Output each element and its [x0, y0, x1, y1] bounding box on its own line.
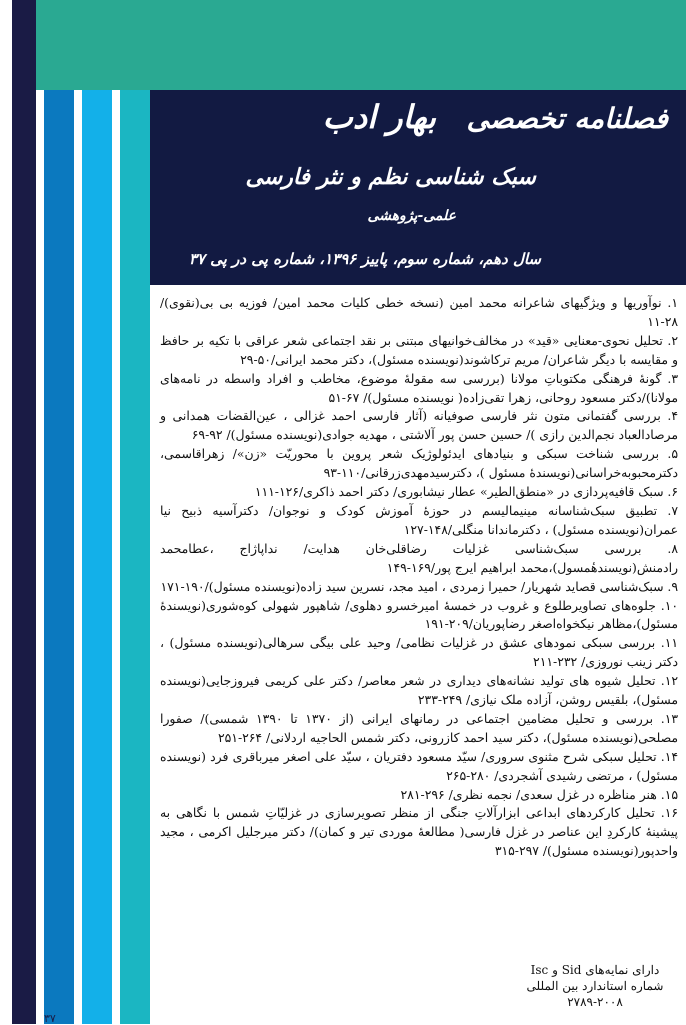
- journal-category: علمی-پژوهشی: [367, 208, 456, 224]
- issn-number: ۲۷۸۹-۲۰۰۸: [567, 995, 623, 1009]
- toc-item: ۳. گونهٔ فرهنگی مکتوباتِ مولانا (بررسی سه مقولهٔ موضوع، مخاطب و افراد واسطه در نامه‌های مولانا)/دکتر مسعود روحانی، زهرا تقی‌زاده( نویسنده مسئول)/ ۶۷-۵۱: [160, 370, 678, 405]
- toc-item: ۱۰. جلوه‌های تصاویرطلوع و غروب در خمسهٔ امیرخسرو دهلوی/ شاهپور شهولی کوه‌شوری(نویسندهٔ مسئول)،مظاهر نیکخواه‌اصغر رضاپوریان/۲۰۹-۱۹۱: [160, 597, 678, 632]
- issn-label: شماره استاندارد بین المللی: [526, 979, 664, 993]
- toc-item: ۲. تحلیل نحوی-معنایی «قید» در مخالف‌خوانیهای مبتنی بر نقد اجتماعی شعر عراقی با تکیه بر حافظ و مقایسه با دیگر شاعران/ مریم ترکاشوند(نویسنده مسئول)، دکتر محمد ایرانی/۵۰-۲۹: [160, 332, 678, 367]
- teal-stripe: [120, 0, 150, 1024]
- toc-item: ۱۵. هنر مناظره در غزل سعدی/ نجمه نظری/ ۲۹۶-۲۸۱: [400, 786, 678, 802]
- cyan-stripe: [82, 0, 112, 1024]
- toc-item: ۱۴. تحلیل سبکی شرح مثنوی سروری/ سیّد مسعود دفتریان ، سیّد علی اصغر میرباقری فرد (نویسنده مسئول) ، مرتضی رشیدی آشجردی/ ۲۸۰-۲۶۵: [160, 748, 678, 783]
- toc-item: ۱۱. بررسی سبکی نمودهای عشق در غزلیات نظامی/ وحید علی بیگی سرهالی(نویسنده مسئول) ، دکتر زینب نوروزی/ ۲۳۲-۲۱۱: [160, 635, 678, 670]
- issue-info: سال دهم، شماره سوم، پاییز ۱۳۹۶، شماره پی در پی ۳۷: [188, 250, 541, 268]
- toc-item: ۵. بررسی شناخت سبکی و بنیادهای ایدئولوژیک شعر پروین با محوریّت «زن»/ زهراقاسمی، دکترمحبوبه‌خراسانی(نویسندهٔ مسئول )، دکترسیدمهدی‌زرقانی/۱۱۰-۹۳: [160, 446, 678, 481]
- toc-item: ۱۳. بررسی و تحلیل مضامین اجتماعی در رمانهای ایرانی (از ۱۳۷۰ تا ۱۳۹۰ شمسی)/ صفورا مصلحی(نویسنده مسئول)، دکتر سید احمد کازرونی، دکتر شمس الحاجیه اردلانی/ ۲۶۴-۲۵۱: [160, 710, 678, 745]
- table-of-contents: [160, 294, 678, 861]
- toc-item: ۹. سبک‌شناسی قصاید شهریار/ حمیرا زمردی ، امید مجد، نسرین سید زاده(نویسنده مسئول)/۱۹۰-۱۷۱: [160, 578, 678, 594]
- page-number: ۳۷: [44, 1012, 56, 1025]
- toc-item: ۱۶. تحلیل کارکردهای ابداعی ابزارآلاتِ جنگی از منظر تصویرسازی در غزلیّاتِ شمس با نگاهی به پیشینهٔ کارکردِ این عناصر در غزل فارسی( مطالعهٔ موردی تیر و کمان)/ دکتر میرجلیل اکرمی ، مجید واحدپور(نویسنده مسئول)/ ۲۹۷-۳۱۵: [160, 805, 678, 859]
- journal-header: [150, 90, 686, 285]
- toc-item: ۴. بررسی گفتمانی متون نثر فارسی صوفیانه (آثار فارسی احمد غزالی ، عین‌القضات همدانی و مرصادالعباد نجم‌الدین رازی )/ حسین حسن پور آلاشتی ، مهدیه جوادی(نویسنده مسئول)/ ۹۲-۶۹: [160, 408, 678, 443]
- toc-item: ۱. نوآوریها و ویژگیهای شاعرانه محمد امین (نسخه خطی کلیات محمد امین/ فوزیه بی بی(نقوی)/۲۸-۱۱: [160, 295, 678, 329]
- navy-stripe: [12, 0, 36, 1024]
- top-color-band: [36, 0, 686, 90]
- toc-item: ۱۲. تحلیل شیوه های تولید نشانه‌های دیداری در شعر معاصر/ دکتر علی کریمی فیروزجایی(نویسنده مسئول)، بلقیس روشن، آزاده ملک نیازی/ ۲۴۹-۲۳۳: [160, 673, 678, 708]
- toc-item: ۸. بررسی سبک‌شناسی غزلیات رضاقلی‌خان هدایت/ نداپاژاج ،عطامحمد رادمنش(نویسندهٔمسول)،محمد ابراهیم ایرج پور/۱۶۹-۱۴۹: [160, 540, 678, 575]
- index-info: [520, 962, 670, 1010]
- journal-type: فصلنامه تخصصی: [466, 102, 668, 135]
- toc-item: ۷. تطبیق سبک‌شناسانه مینیمالیسم در حوزهٔ آموزش کودک و نوجوان/ دکترآسیه ذبیح نیا عمران(نویسنده مسئول) ، دکترماندانا منگلی/۱۴۸-۱۲۷: [160, 502, 678, 537]
- journal-subtitle: سبک شناسی نظم و نثر فارسی: [245, 164, 536, 190]
- toc-item: ۶. سبک قافیه‌پردازی در «منطق‌الطیر» عطار نیشابوری/ دکتر احمد ذاکری/۱۲۶-۱۱۱: [254, 484, 678, 500]
- blue-stripe: [44, 0, 74, 1024]
- journal-name: بهار ادب: [322, 98, 436, 136]
- index-line: دارای نمایه‌های Sid و Isc: [530, 963, 660, 977]
